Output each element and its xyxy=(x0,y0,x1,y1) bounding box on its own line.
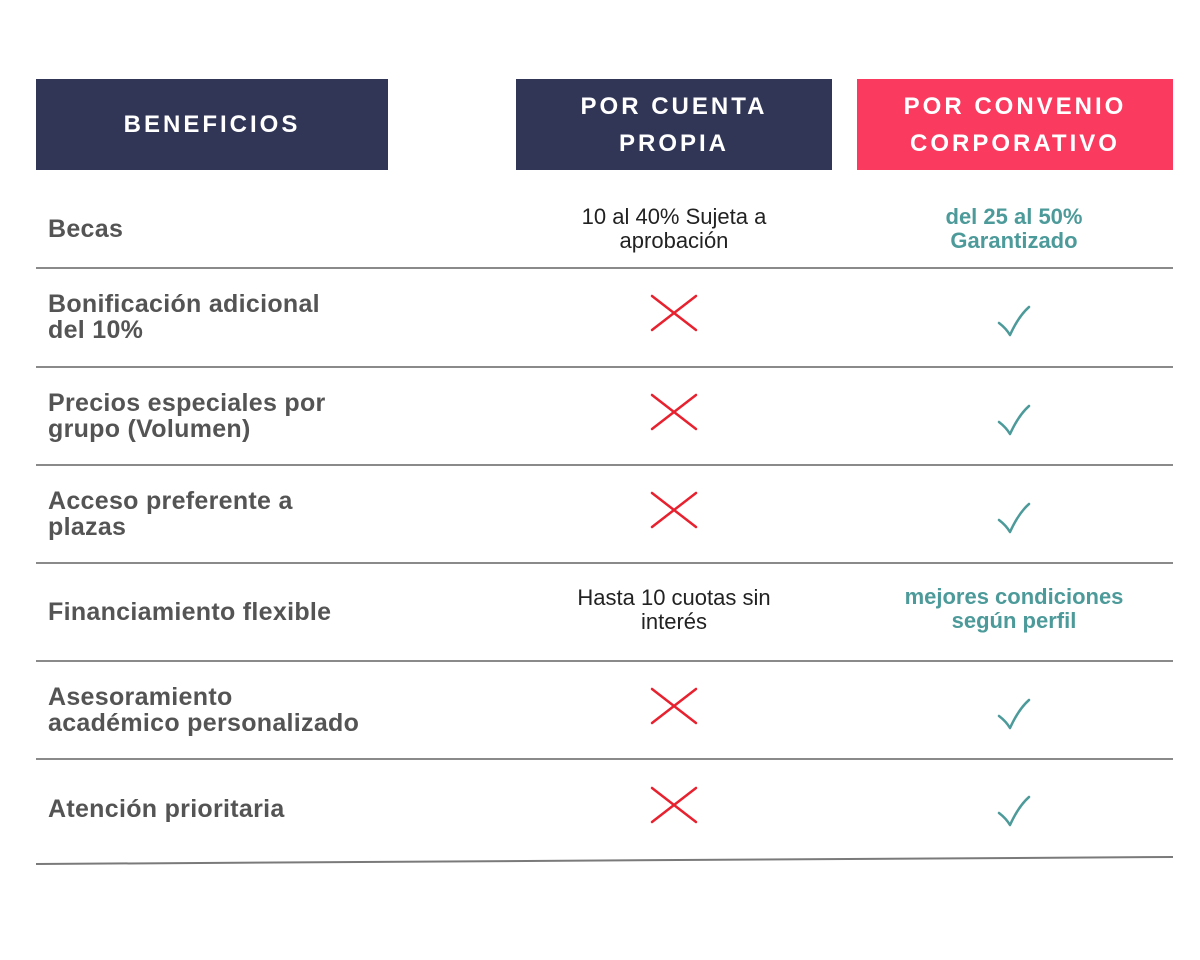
row-label-line1: Precios especiales por xyxy=(48,389,326,417)
cell-own xyxy=(536,559,812,661)
header-beneficios-label: BENEFICIOS xyxy=(123,111,301,138)
check-icon xyxy=(997,305,1031,337)
cell-own xyxy=(536,190,812,268)
own-text-line2: aprobación xyxy=(619,228,729,253)
header-beneficios xyxy=(36,79,388,170)
corp-text-line1: del 25 al 50% xyxy=(945,204,1083,229)
cell-corp xyxy=(871,763,1157,859)
row-label-line2: del 10% xyxy=(48,316,144,344)
table-row-precios xyxy=(36,367,1173,465)
header-por-convenio-corporativo xyxy=(857,79,1173,170)
table-row-financiamiento xyxy=(36,563,1173,661)
row-label-line1: Becas xyxy=(48,215,124,243)
row-label xyxy=(48,759,408,859)
check-icon xyxy=(997,698,1031,730)
cell-own xyxy=(536,260,812,366)
table-row-acceso xyxy=(36,465,1173,563)
corp-text-line2: según perfil xyxy=(951,608,1077,633)
row-label-line1: Asesoramiento xyxy=(48,683,233,711)
row-label-line2: plazas xyxy=(48,513,127,541)
cross-icon xyxy=(650,393,698,431)
check-icon xyxy=(997,502,1031,534)
header-own-line2: PROPIA xyxy=(618,129,729,157)
cell-corp xyxy=(871,375,1157,465)
own-text-line1: Hasta 10 cuotas sin xyxy=(577,585,771,610)
header-corp-line1: POR CONVENIO xyxy=(903,92,1127,120)
row-label xyxy=(48,268,408,366)
row-label-line2: académico personalizado xyxy=(48,709,360,737)
cell-own xyxy=(536,653,812,759)
row-label-line1: Acceso preferente a xyxy=(48,487,293,515)
cell-corp xyxy=(871,669,1157,759)
cell-corp xyxy=(871,276,1157,366)
row-label-line1: Bonificación adicional xyxy=(48,290,320,318)
check-icon xyxy=(997,404,1031,436)
cell-own xyxy=(536,751,812,859)
own-text-line1: 10 al 40% Sujeta a xyxy=(581,204,767,229)
row-label-line2: grupo (Volumen) xyxy=(48,415,251,443)
row-label xyxy=(48,465,408,563)
cell-corp xyxy=(871,473,1157,563)
row-label-line1: Financiamiento flexible xyxy=(48,598,332,626)
row-label-line1: Atención prioritaria xyxy=(48,795,285,823)
cell-corp xyxy=(871,190,1157,268)
cross-icon xyxy=(650,786,698,824)
table-row-becas xyxy=(36,190,1173,268)
cross-icon xyxy=(650,491,698,529)
check-icon xyxy=(997,795,1031,827)
cross-icon xyxy=(650,687,698,725)
row-label xyxy=(48,563,408,661)
cell-own xyxy=(536,359,812,465)
table-row-atencion xyxy=(36,759,1173,859)
cross-icon xyxy=(650,294,698,332)
table-row-asesoramiento xyxy=(36,661,1173,759)
corp-text-line1: mejores condiciones xyxy=(904,584,1124,609)
row-label xyxy=(48,661,408,759)
cell-corp xyxy=(871,557,1157,661)
corp-text-line2: Garantizado xyxy=(950,228,1078,253)
own-text-line2: interés xyxy=(640,609,708,634)
table-row-bonificacion xyxy=(36,268,1173,366)
header-por-cuenta-propia xyxy=(516,79,832,170)
header-corp-line2: CORPORATIVO xyxy=(910,129,1120,157)
row-label xyxy=(48,190,408,268)
row-label xyxy=(48,367,408,465)
bottom-divider xyxy=(0,850,1200,870)
cell-own xyxy=(536,457,812,563)
header-own-line1: POR CUENTA xyxy=(580,92,768,120)
